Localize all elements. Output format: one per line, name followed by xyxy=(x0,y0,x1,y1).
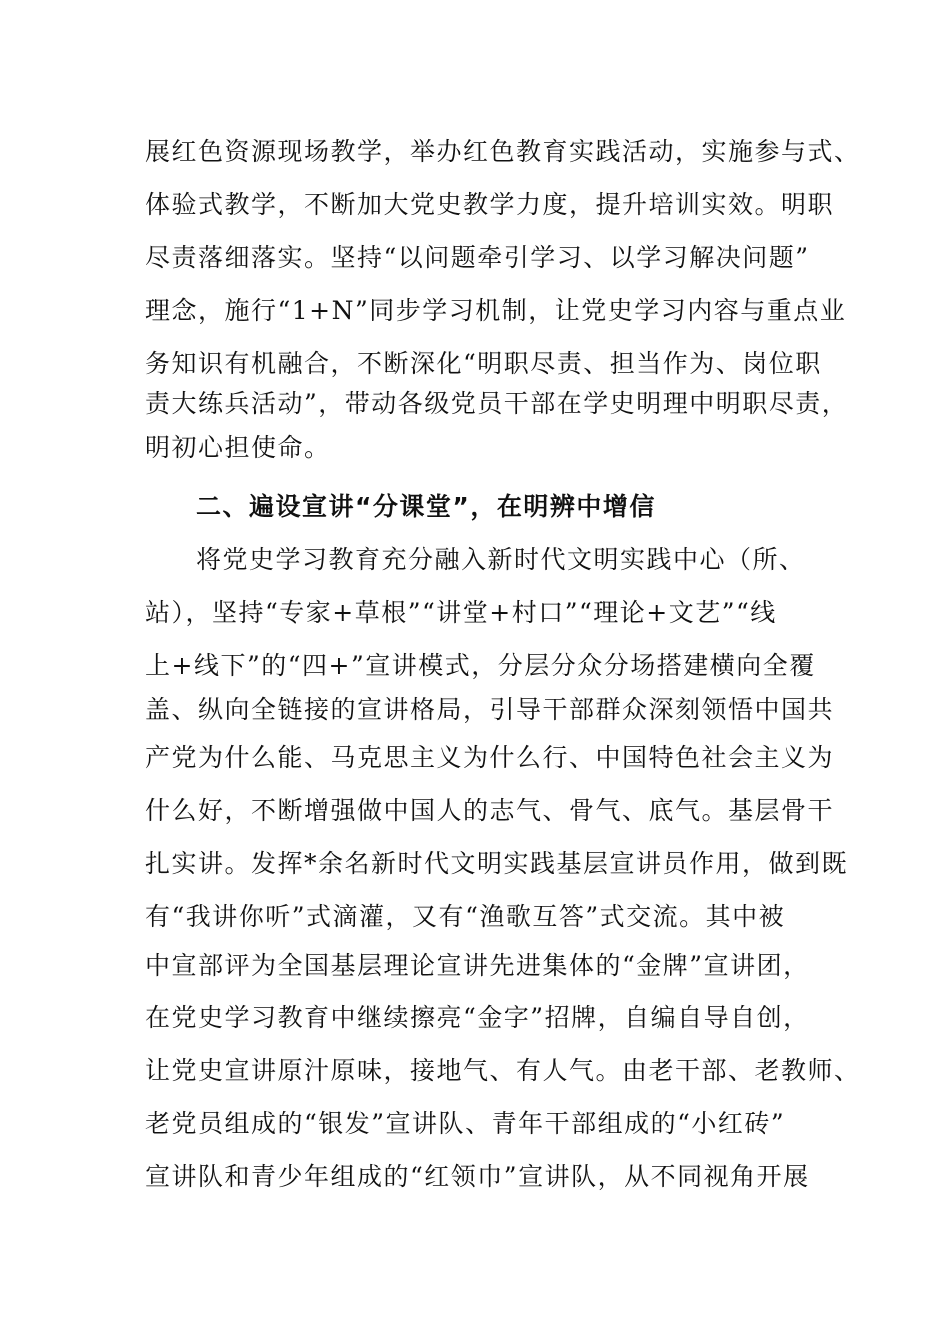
paragraph-2-line-11: 让党史宣讲原汁原味，接地气、有人气。由老干部、老教师、 xyxy=(145,1056,861,1085)
paragraph-2-line-1: 将党史学习教育充分融入新时代文明实践中心（所、 xyxy=(196,545,806,574)
paragraph-1-line-7: 明初心担使命。 xyxy=(145,433,331,462)
paragraph-1-line-4: 理念，施行“1+N”同步学习机制，让党史学习内容与重点业 xyxy=(145,296,847,325)
paragraph-2-line-9: 中宣部评为全国基层理论宣讲先进集体的“金牌”宣讲团， xyxy=(145,951,810,980)
paragraph-2-line-4: 盖、纵向全链接的宣讲格局，引导干部群众深刻领悟中国共 xyxy=(145,695,835,724)
paragraph-2-line-8: 有“我讲你听”式滴灌，又有“渔歌互答”式交流。其中被 xyxy=(145,902,786,931)
paragraph-2-line-7: 扎实讲。发挥*余名新时代文明实践基层宣讲员作用，做到既 xyxy=(145,849,849,878)
paragraph-1-line-3: 尽责落细落实。坚持“以问题牵引学习、以学习解决问题” xyxy=(145,243,810,272)
paragraph-2-line-12: 老党员组成的“银发”宣讲队、青年干部组成的“小红砖” xyxy=(145,1109,786,1138)
paragraph-1-line-5: 务知识有机融合，不断深化“明职尽责、担当作为、岗位职 xyxy=(145,349,822,378)
paragraph-2-line-3: 上+线下”的“四+”宣讲模式，分层分众分场搭建横向全覆 xyxy=(145,651,816,680)
paragraph-1-line-2: 体验式教学，不断加大党史教学力度，提升培训实效。明职 xyxy=(145,190,835,219)
paragraph-1-line-6: 责大练兵活动”，带动各级党员干部在学史明理中明职尽责， xyxy=(145,389,849,418)
paragraph-2-line-6: 什么好，不断增强做中国人的志气、骨气、底气。基层骨干 xyxy=(145,796,835,825)
section-heading: 二、遍设宣讲“分课堂”，在明辨中增信 xyxy=(196,492,656,521)
paragraph-1-line-1: 展红色资源现场教学，举办红色教育实践活动，实施参与式、 xyxy=(145,137,861,166)
paragraph-2-line-13: 宣讲队和青少年组成的“红领巾”宣讲队，从不同视角开展 xyxy=(145,1162,810,1191)
paragraph-2-line-5: 产党为什么能、马克思主义为什么行、中国特色社会主义为 xyxy=(145,743,835,772)
paragraph-2-line-10: 在党史学习教育中继续擦亮“金字”招牌，自编自导自创， xyxy=(145,1003,810,1032)
paragraph-2-line-2: 站），坚持“专家+草根”“讲堂+村口”“理论+文艺”“线 xyxy=(145,598,777,627)
